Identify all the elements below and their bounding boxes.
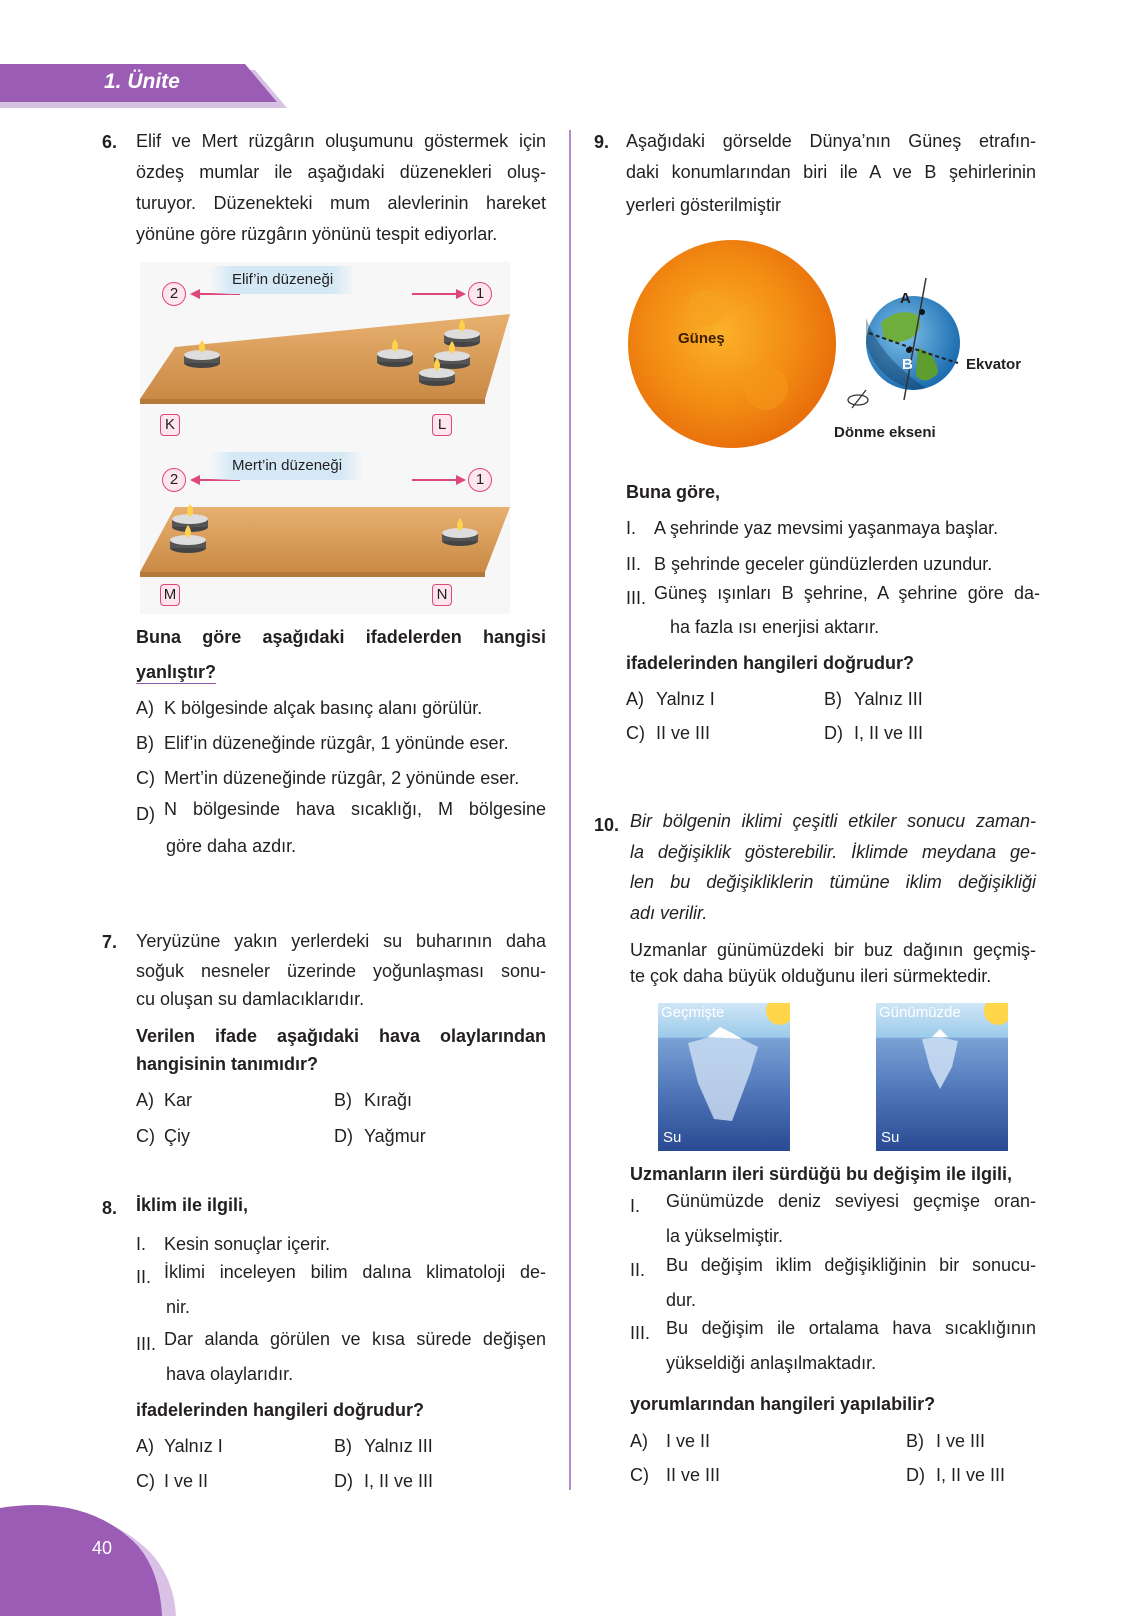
stem-line: Yeryüzüne yakın yerlerdeki su buharının daha (136, 931, 546, 951)
statement-iii-cont: hava olaylarıdır. (166, 1364, 294, 1384)
question-lead: Uzmanların ileri sürdüğü bu değişim ile ilgili, (630, 1164, 1013, 1184)
option-letter[interactable]: B) (824, 689, 842, 709)
question-number: 8. (102, 1198, 118, 1218)
stem-line: yönüne göre rüzgârın yönünü tespit ediyorlar. (136, 224, 498, 244)
region-k-label: K (160, 414, 180, 436)
option-letter[interactable]: A) (136, 1090, 154, 1110)
region-m-label: M (160, 584, 180, 606)
option-a[interactable]: K bölgesinde alçak basınç alanı görülür. (164, 698, 483, 718)
option-c[interactable]: Çiy (164, 1126, 190, 1146)
rotation-axis-icon (848, 390, 868, 408)
question-lead: Buna göre, (626, 482, 721, 502)
roman-numeral: II. (630, 1260, 646, 1280)
option-b[interactable]: Elif’in düzeneğinde rüzgâr, 1 yönünde eser. (164, 733, 509, 753)
option-letter[interactable]: A) (136, 698, 154, 718)
roman-numeral: III. (626, 588, 647, 608)
option-letter[interactable]: D) (824, 723, 843, 743)
info-line: Bir bölgenin iklimi çeşitli etkiler sonucu zaman- (630, 811, 1036, 831)
option-d[interactable]: Yağmur (364, 1126, 426, 1146)
sun-icon (766, 1003, 790, 1025)
elif-setup-title: Elif’in düzeneği (210, 266, 355, 294)
option-d[interactable]: I, II ve III (364, 1471, 434, 1491)
statement-i: Kesin sonuçlar içerir. (164, 1234, 331, 1254)
corner-shape (0, 1500, 180, 1616)
city-a-label: A (900, 290, 911, 307)
option-c[interactable]: I ve II (164, 1471, 209, 1491)
statement-iii-cont: ha fazla ısı enerjisi aktarır. (670, 617, 880, 637)
region-n-label: N (432, 584, 452, 606)
direction-2-label: 2 (162, 468, 186, 492)
option-letter[interactable]: D) (334, 1471, 353, 1491)
roman-numeral: II. (136, 1267, 152, 1287)
option-d[interactable]: N bölgesinde hava sıcaklığı, M bölgesine (164, 799, 546, 819)
mert-setup-title: Mert’in düzeneği (210, 452, 364, 480)
option-a[interactable]: Yalnız I (656, 689, 715, 709)
iceberg-past-panel (658, 1003, 790, 1151)
direction-1-label: 1 (468, 282, 492, 306)
option-d-cont[interactable]: göre daha azdır. (166, 836, 297, 856)
statement-ii-cont: dur. (666, 1290, 697, 1310)
statement-iii-cont: yükseldiği anlaşılmaktadır. (666, 1353, 877, 1373)
option-a[interactable]: I ve II (666, 1431, 711, 1451)
option-letter[interactable]: A) (136, 1436, 154, 1456)
question-prompt: ifadelerinden hangileri doğrudur? (626, 653, 915, 673)
question-number: 9. (594, 132, 610, 152)
option-c[interactable]: II ve III (666, 1465, 721, 1485)
stem-line: özdeş mumlar ile aşağıdaki düzenekleri oluş- (136, 162, 546, 182)
present-label: Günümüzde (879, 1004, 961, 1021)
stem-line: Elif ve Mert rüzgârın oluşumunu göstermek için (136, 131, 546, 151)
sun-icon (984, 1003, 1008, 1025)
water-label: Su (663, 1129, 682, 1146)
stem-line: yerleri gösterilmiştir (626, 195, 782, 215)
question-number: 7. (102, 932, 118, 952)
info-line: adı verilir. (630, 903, 708, 923)
roman-numeral: III. (630, 1323, 651, 1343)
option-letter[interactable]: D) (906, 1465, 925, 1485)
page-number-corner (0, 1500, 180, 1616)
option-b[interactable]: Yalnız III (364, 1436, 433, 1456)
roman-numeral: III. (136, 1334, 157, 1354)
unit-title: 1. Ünite (104, 70, 180, 93)
stem-line: daki konumlarından biri ile A ve B şehirlerinin (626, 162, 1036, 182)
sun-label: Güneş (678, 330, 725, 347)
option-d[interactable]: I, II ve III (854, 723, 924, 743)
option-a[interactable]: Kar (164, 1090, 193, 1110)
option-c[interactable]: II ve III (656, 723, 711, 743)
iceberg-icon (688, 1027, 758, 1121)
past-label: Geçmişte (661, 1004, 725, 1021)
question-prompt-emphasis: yanlıştır? (136, 662, 217, 682)
iceberg-icon (922, 1029, 958, 1089)
option-letter[interactable]: C) (630, 1465, 649, 1485)
option-d[interactable]: I, II ve III (936, 1465, 1006, 1485)
statement-i: Günümüzde deniz seviyesi geçmişe oran- (666, 1191, 1036, 1211)
stem-line: te çok daha büyük olduğunu ileri sürmektedir. (630, 966, 992, 986)
city-b-label: B (902, 356, 913, 373)
statement-ii: B şehrinde geceler gündüzlerden uzundur. (654, 554, 993, 574)
stem-line: Uzmanlar günümüzdeki bir buz dağının geçmiş- (630, 940, 1036, 960)
statement-iii: Bu değişim ile ortalama hava sıcaklığının (666, 1318, 1036, 1338)
column-divider (569, 130, 571, 1490)
page-number: 40 (92, 1538, 113, 1558)
option-letter[interactable]: B) (906, 1431, 924, 1451)
option-a[interactable]: Yalnız I (164, 1436, 223, 1456)
candle-setup-figure (140, 262, 510, 614)
iceberg-present-panel (876, 1003, 1008, 1151)
question-prompt: hangisinin tanımıdır? (136, 1054, 319, 1074)
region-l-label: L (432, 414, 452, 436)
stem-line: turuyor. Düzenekteki mum alevlerinin hareket (136, 193, 546, 213)
statement-iii: Dar alanda görülen ve kısa sürede değişen (164, 1329, 546, 1349)
question-prompt: ifadelerinden hangileri doğrudur? (136, 1400, 425, 1420)
stem-line: cu oluşan su damlacıklarıdır. (136, 989, 365, 1009)
statement-iii: Güneş ışınları B şehrine, A şehrine göre da- (654, 583, 1040, 603)
question-stem: İklim ile ilgili, (136, 1195, 249, 1215)
option-letter[interactable]: A) (626, 689, 644, 709)
option-letter[interactable]: C) (136, 1126, 155, 1146)
statement-ii: İklimi inceleyen bilim dalına klimatoloji de- (164, 1262, 546, 1282)
statement-ii: Bu değişim iklim değişikliğinin bir sonucu- (666, 1255, 1036, 1275)
candle-boards-drawing (140, 262, 510, 614)
stem-line: soğuk nesneler üzerinde yoğunlaşması sonu- (136, 961, 546, 981)
stem-line: Aşağıdaki görselde Dünya’nın Güneş etrafın- (626, 131, 1036, 151)
question-prompt: Buna göre aşağıdaki ifadelerden hangisi (136, 627, 546, 647)
roman-numeral: II. (626, 554, 642, 574)
option-letter[interactable]: A) (630, 1431, 648, 1451)
direction-1-label: 1 (468, 468, 492, 492)
question-number: 6. (102, 132, 118, 152)
statement-i-cont: la yükselmiştir. (666, 1226, 784, 1246)
water-label: Su (881, 1129, 900, 1146)
direction-2-label: 2 (162, 282, 186, 306)
earth-icon (866, 278, 960, 400)
unit-header (0, 64, 290, 108)
option-letter[interactable]: C) (626, 723, 645, 743)
roman-numeral: I. (626, 518, 637, 538)
option-b[interactable]: I ve III (936, 1431, 986, 1451)
sun-icon (628, 240, 836, 448)
statement-ii-cont: nir. (166, 1297, 191, 1317)
equator-label: Ekvator (966, 356, 1022, 373)
option-letter[interactable]: C) (136, 768, 155, 788)
statement-i: A şehrinde yaz mevsimi yaşanmaya başlar. (654, 518, 999, 538)
roman-numeral: I. (136, 1234, 147, 1254)
question-number: 10. (594, 815, 620, 835)
option-letter[interactable]: B) (136, 733, 154, 753)
option-letter[interactable]: B) (334, 1090, 352, 1110)
option-letter[interactable]: B) (334, 1436, 352, 1456)
option-letter[interactable]: D) (334, 1126, 353, 1146)
sun-earth-figure (626, 238, 1046, 458)
option-b[interactable]: Kırağı (364, 1090, 413, 1110)
question-prompt: yorumlarından hangileri yapılabilir? (630, 1394, 936, 1414)
option-c[interactable]: Mert’in düzeneğinde rüzgâr, 2 yönünde eser. (164, 768, 520, 788)
option-letter[interactable]: C) (136, 1471, 155, 1491)
info-line: la değişiklik gösterebilir. İklimde meydana ge- (630, 842, 1036, 862)
option-letter[interactable]: D) (136, 804, 155, 824)
rotation-axis-label: Dönme ekseni (834, 424, 936, 441)
option-b[interactable]: Yalnız III (854, 689, 923, 709)
roman-numeral: I. (630, 1196, 641, 1216)
info-line: len bu değişikliklerin tümüne iklim değişikliği (630, 872, 1036, 892)
question-prompt: Verilen ifade aşağıdaki hava olaylarından (136, 1026, 546, 1046)
